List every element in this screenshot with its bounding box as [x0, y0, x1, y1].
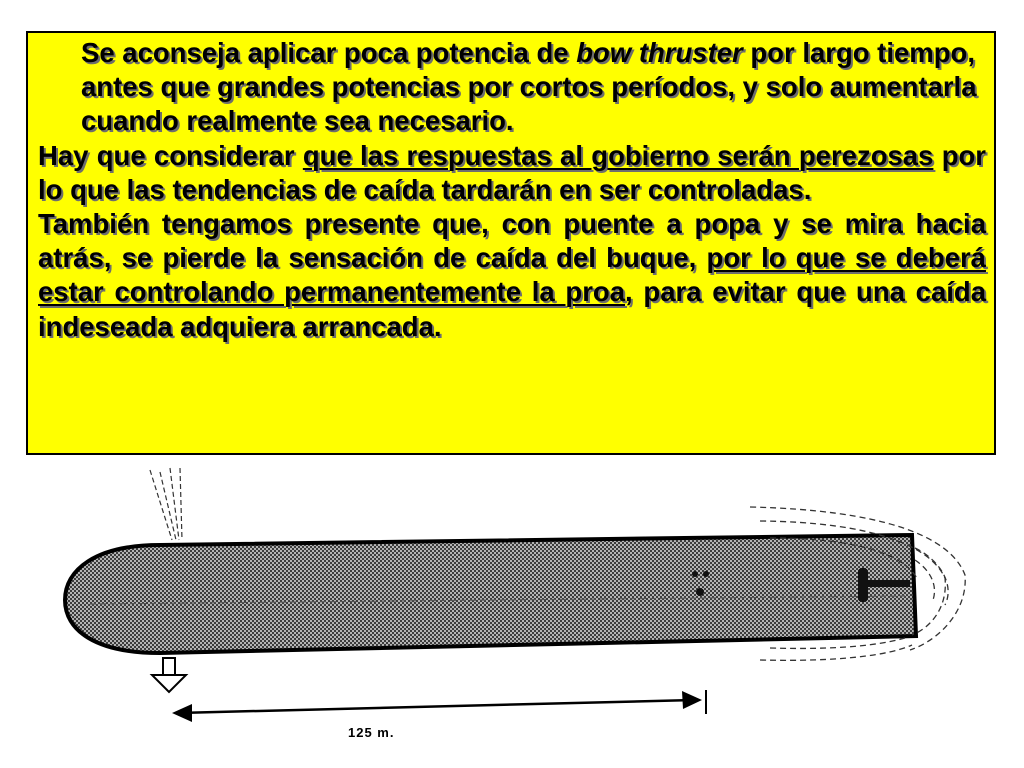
paragraph-bridge-aft — [38, 207, 986, 344]
ship-hull — [65, 535, 916, 653]
paragraph-steering-response-end: por lo que las tendencias de caída tardarán en ser controladas. — [38, 139, 986, 205]
distance-label: 125 m. — [348, 725, 395, 740]
paragraph-bridge-aft-end: , para evitar que una caída indeseada adquiera arrancada. — [38, 276, 986, 342]
paragraph-steering-response-start: Hay que considerar — [38, 139, 303, 171]
paragraph-bow-thruster-start: Se aconseja aplicar poca potencia de — [81, 37, 577, 68]
paragraph-bow-thruster-end: por largo tiempo, antes que grandes potencias por cortos períodos, y solo aumentarla cuando realmente sea necesario. — [81, 37, 977, 137]
paragraph-bow-thruster — [38, 36, 986, 139]
bow-thrust-arrow — [152, 658, 186, 692]
paragraph-steering-response — [38, 139, 986, 207]
bridge-aft-emphasis: por lo que se deberá estar controlando permanentemente la proa — [38, 242, 986, 308]
steering-response-emphasis: que las respuestas al gobierno serán perezosas — [302, 139, 934, 171]
bow-thruster-term: bow thruster — [576, 37, 743, 68]
ship-diagram — [0, 455, 1024, 768]
paragraph-bridge-aft-start: También tengamos presente que, con puente a popa y se mira hacia atrás, se pierde la sensación de caída del buque, — [38, 208, 986, 274]
advice-text-box — [26, 31, 996, 455]
thrust-wash-lines — [150, 468, 182, 540]
distance-arrow — [172, 690, 706, 722]
